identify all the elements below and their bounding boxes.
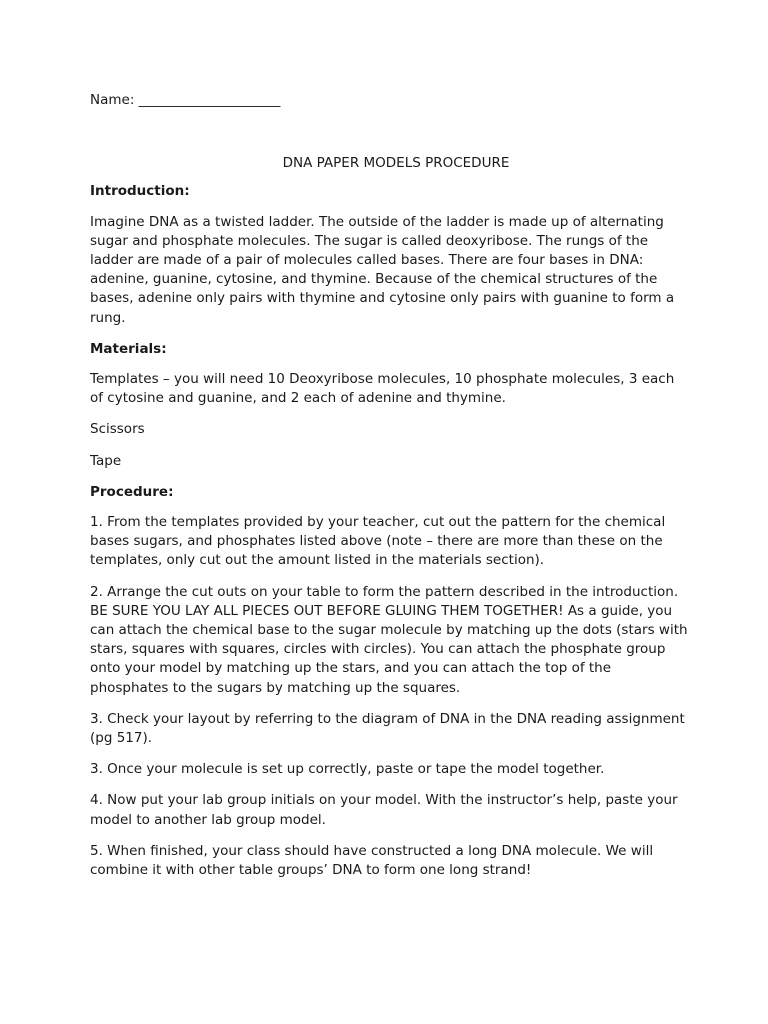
materials-item-tape: Tape [90, 452, 122, 469]
materials-item-scissors: Scissors [90, 421, 145, 438]
procedure-step-2: 2. Arrange the cut outs on your table to form the pattern described in the introduction. BE SURE YOU LAY ALL PIECES OUT BEFORE GLUING THEM TOGETHER! As a guide, you can attach the chemical base to the sugar molecule by matching up the dots (stars with stars, squares with squares, circles with circles). You can attach the phosphate group onto your model by matching up the stars, and you can attach the top of the phosphates to the sugars by matching up the squares. [90, 583, 688, 696]
document-title: DNA PAPER MODELS PROCEDURE [282, 155, 510, 172]
introduction-heading: Introduction: [90, 183, 190, 200]
procedure-heading: Procedure: [90, 483, 174, 500]
procedure-step-3-paste: 3. Once your molecule is set up correctly, paste or tape the model together. [90, 761, 605, 778]
procedure-step-1: 1. From the templates provided by your teacher, cut out the pattern for the chemical bases sugars, and phosphates listed above (note – there are more than these on the templates, only cut out the amount listed in the materials section). [90, 514, 666, 569]
procedure-step-5: 5. When finished, your class should have constructed a long DNA molecule. We will combine it with other table groups’ DNA to form one long strand! [90, 842, 654, 879]
name-line: Name: _____________________ [90, 92, 281, 108]
document-page [90, 91, 690, 892]
procedure-step-4: 4. Now put your lab group initials on your model. With the instructor’s help, paste your model to another lab group model. [90, 792, 678, 828]
materials-heading: Materials: [90, 340, 167, 357]
materials-item-templates: Templates – you will need 10 Deoxyribose molecules, 10 phosphate molecules, 3 each of cytosine and guanine, and 2 each of adenine and thymine. [90, 371, 675, 407]
introduction-text: Imagine DNA as a twisted ladder. The outside of the ladder is made up of alternating sugar and phosphate molecules. The sugar is called deoxyribose. The rungs of the ladder are made of a pair of molecules called bases. There are four bases in DNA: adenine, guanine, cytosine, and thymine. Because of the chemical structures of the bases, adenine only pairs with thymine and cytosine only pairs with guanine to form a rung. [90, 213, 675, 326]
procedure-step-3-check: 3. Check your layout by referring to the diagram of DNA in the DNA reading assignment (pg 517). [90, 710, 685, 747]
